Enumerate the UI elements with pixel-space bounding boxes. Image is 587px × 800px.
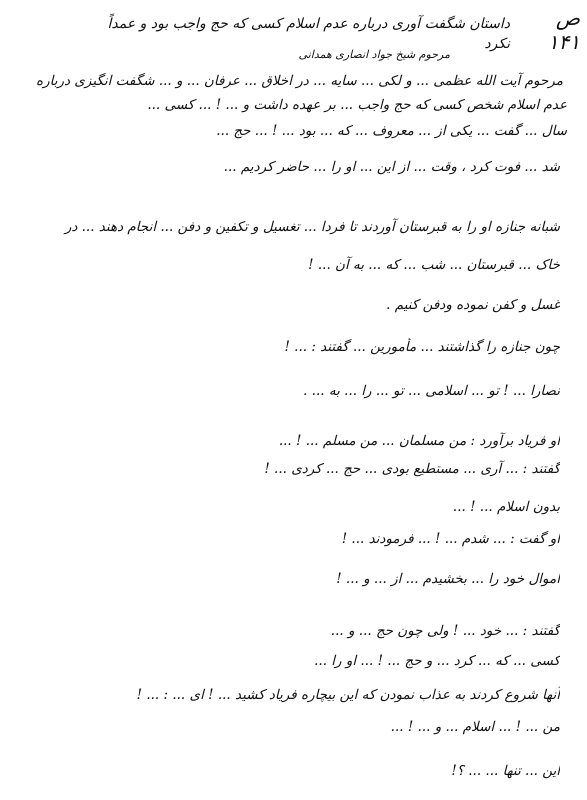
page-subheading: مرحوم شیخ جواد انصاری همدانی [298, 48, 450, 61]
manuscript-line: آنها شروع کردند به عذاب نمودن که این بیچاره فریاد کشید ... ! ای ... : ... ! [136, 687, 560, 703]
page-number: ص ۱۴۱ [547, 6, 580, 54]
manuscript-line: من ... ! ... اسلام ... و ... ! ... [390, 719, 560, 735]
manuscript-line: این ... تنها ... ... ؟! [451, 763, 560, 779]
manuscript-line: او فریاد برآورد : من مسلمان ... من مسلم ... ! ... [278, 433, 560, 449]
manuscript-line: او گفت : ... شدم ... ! ... فرمودند ... ! [341, 531, 560, 547]
manuscript-line: مرحوم آیت الله عظمی ... و لکی ... سایه ... در اخلاق ... عرفان ... و ... شگفت انگیزی درباره [36, 73, 563, 89]
manuscript-line: عدم اسلام شخص کسی که حج واجب ... بر عهده داشت و ... ! ... کسی ... [147, 97, 567, 113]
manuscript-line: غسل و کفن نموده ودفن کنیم . [386, 297, 560, 313]
manuscript-line: بدون اسلام ... ! ... [452, 499, 560, 515]
manuscript-line: سال ... گفت ... یکی از ... معروف ... که ... بود ... ! ... حج ... [216, 123, 567, 139]
manuscript-line: شبانه جنازه او را به قبرستان آوردند تا فردا ... تغسیل و تکفین و دفن ... انجام دهند ... در [64, 219, 560, 235]
manuscript-line: اموال خود را ... بخشیدم ... از ... و ... ! [336, 571, 560, 587]
manuscript-line: گفتند : ... آری ... مستطیع بودی ... حج ... کردی ... ! [264, 461, 560, 477]
manuscript-line: شد ... فوت کرد ، وقت ... از این ... او را ... حاضر کردیم ... [223, 159, 560, 175]
manuscript-line: نصارا ... ! تو ... اسلامی ... تو ... را ... به ... . [303, 383, 560, 399]
manuscript-line: چون جنازه را گذاشتند ... مأمورین ... گفتند : ... ! [284, 339, 560, 355]
page-heading: داستان شگفت آوری درباره عدم اسلام کسی که حج واجب بود و عمداً نکرد [107, 16, 510, 52]
manuscript-line: گفتند : ... خود ... ! ولی چون حج ... و ... [330, 623, 560, 639]
manuscript-line: خاک ... قبرستان ... شب ... که ... به آن ... ! [308, 257, 560, 273]
manuscript-line: کسی ... که ... کرد ... و حج ... ! ... او را ... [314, 653, 560, 669]
